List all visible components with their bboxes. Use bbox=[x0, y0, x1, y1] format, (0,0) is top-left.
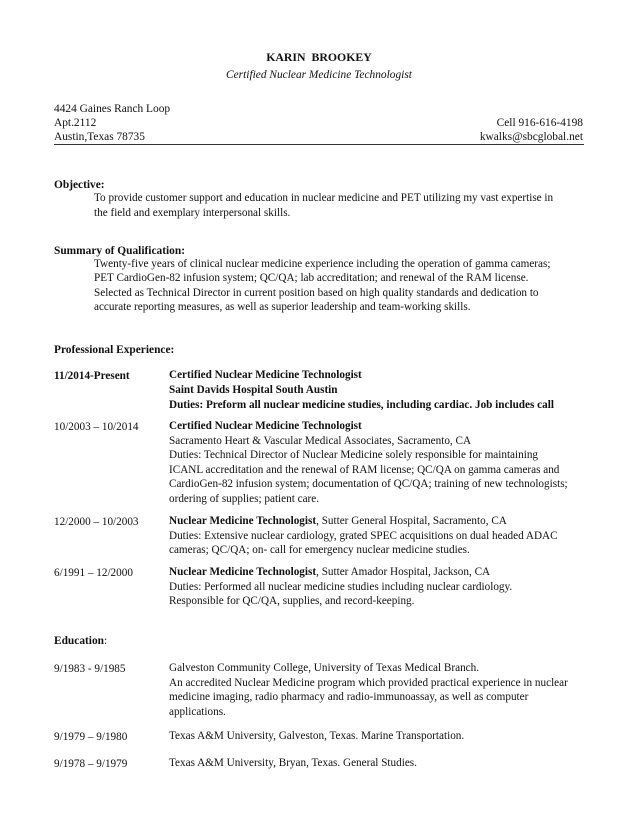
job-employer: , Sutter General Hospital, Sacramento, CA bbox=[316, 515, 507, 527]
education-line: Texas A&M University, Galveston, Texas. Marine Transportation. bbox=[169, 730, 465, 742]
job-entry bbox=[169, 368, 554, 413]
job-entry bbox=[169, 419, 568, 507]
job-duties: ordering of supplies; patient care. bbox=[169, 492, 320, 505]
address-line-2: Apt.2112 bbox=[54, 117, 97, 129]
education-entry bbox=[169, 756, 417, 771]
job-title: Nuclear Medicine Technologist bbox=[169, 515, 317, 527]
job-duties: Duties: Preform all nuclear medicine studies, including cardiac. Job includes call bbox=[169, 399, 554, 411]
summary-line: PET CardioGen-82 infusion system; QC/QA; lab accreditation; and renewal of the RAM license. bbox=[94, 272, 529, 285]
job-duties: ICANL accreditation and the renewal of RAM license; QC/QA on gamma cameras and bbox=[169, 463, 560, 476]
education-heading-colon: : bbox=[104, 635, 108, 647]
job-title-line bbox=[169, 514, 558, 529]
job-employer: , Sutter Amador Hospital, Jackson, CA bbox=[316, 566, 491, 578]
education-dates: 9/1978 – 9/1979 bbox=[54, 758, 128, 770]
education-line: An accredited Nuclear Medicine program which provided practical experience in nuclear bbox=[169, 676, 568, 689]
experience-heading: Professional Experience: bbox=[54, 344, 175, 356]
summary-text bbox=[94, 257, 550, 314]
job-title: Certified Nuclear Medicine Technologist bbox=[169, 369, 362, 381]
job-duties: Responsible for QC/QA, supplies, and record-keeping. bbox=[169, 595, 415, 608]
job-dates: 11/2014-Present bbox=[54, 370, 130, 382]
education-dates: 9/1979 – 9/1980 bbox=[54, 731, 128, 743]
header-divider bbox=[54, 144, 584, 145]
education-line: Texas A&M University, Bryan, Texas. General Studies. bbox=[169, 757, 417, 769]
summary-line: Selected as Technical Director in current position based on high quality standards and dedication to bbox=[94, 286, 539, 299]
job-employer: Sacramento Heart & Vascular Medical Associates, Sacramento, CA bbox=[169, 434, 472, 447]
education-entry bbox=[169, 661, 568, 719]
education-dates: 9/1983 - 9/1985 bbox=[54, 663, 126, 675]
objective-line: To provide customer support and education in nuclear medicine and PET utilizing my vast expertise in bbox=[94, 192, 554, 204]
job-duties: Duties: Performed all nuclear medicine studies including nuclear cardiology. bbox=[169, 580, 513, 593]
candidate-name: KARIN BROOKEY bbox=[266, 50, 372, 64]
objective-line: the field and exemplary interpersonal skills. bbox=[94, 206, 291, 219]
summary-line: accurate reporting measures, as well as superior leadership and team-working skills. bbox=[94, 300, 471, 313]
education-heading: Education bbox=[54, 635, 105, 647]
education-line: applications. bbox=[169, 705, 226, 718]
job-duties: cameras; QC/QA; on- call for emergency nuclear medicine studies. bbox=[169, 544, 470, 557]
candidate-title: Certified Nuclear Medicine Technologist bbox=[226, 69, 412, 81]
phone-number: Cell 916-616-4198 bbox=[496, 117, 583, 129]
job-duties: Duties: Extensive nuclear cardiology, grated SPEC acquisitions on dual headed ADAC bbox=[169, 529, 558, 542]
education-line: Galveston Community College, University of Texas Medical Branch. bbox=[169, 662, 480, 674]
job-dates: 10/2003 – 10/2014 bbox=[54, 421, 139, 433]
job-title: Nuclear Medicine Technologist bbox=[169, 566, 317, 578]
job-dates: 12/2000 – 10/2003 bbox=[54, 516, 139, 528]
job-duties: Duties: Technical Director of Nuclear Medicine solely responsible for maintaining bbox=[169, 449, 539, 462]
job-duties: CardioGen-82 infusion system; documentation of QC/QA; training of new technologists; bbox=[169, 478, 568, 491]
education-line: medicine imaging, radio pharmacy and radio-immunoassay, as well as computer bbox=[169, 691, 529, 704]
job-dates: 6/1991 – 12/2000 bbox=[54, 567, 133, 579]
email-address: kwalks@sbcglobal.net bbox=[479, 131, 583, 143]
address-line-3: Austin,Texas 78735 bbox=[54, 131, 145, 143]
job-entry bbox=[169, 514, 558, 558]
education-entry bbox=[169, 729, 464, 744]
objective-heading: Objective: bbox=[54, 179, 105, 191]
job-title: Certified Nuclear Medicine Technologist bbox=[169, 420, 362, 432]
job-title-line bbox=[169, 565, 512, 580]
education-heading-line bbox=[54, 634, 107, 648]
summary-line: Twenty-five years of clinical nuclear medicine experience including the operation of gamma cameras; bbox=[94, 258, 551, 270]
job-employer: Saint Davids Hospital South Austin bbox=[169, 384, 338, 396]
job-entry bbox=[169, 565, 512, 609]
objective-text bbox=[94, 191, 553, 220]
summary-heading: Summary of Qualification: bbox=[54, 245, 185, 257]
address-line-1: 4424 Gaines Ranch Loop bbox=[54, 103, 171, 115]
